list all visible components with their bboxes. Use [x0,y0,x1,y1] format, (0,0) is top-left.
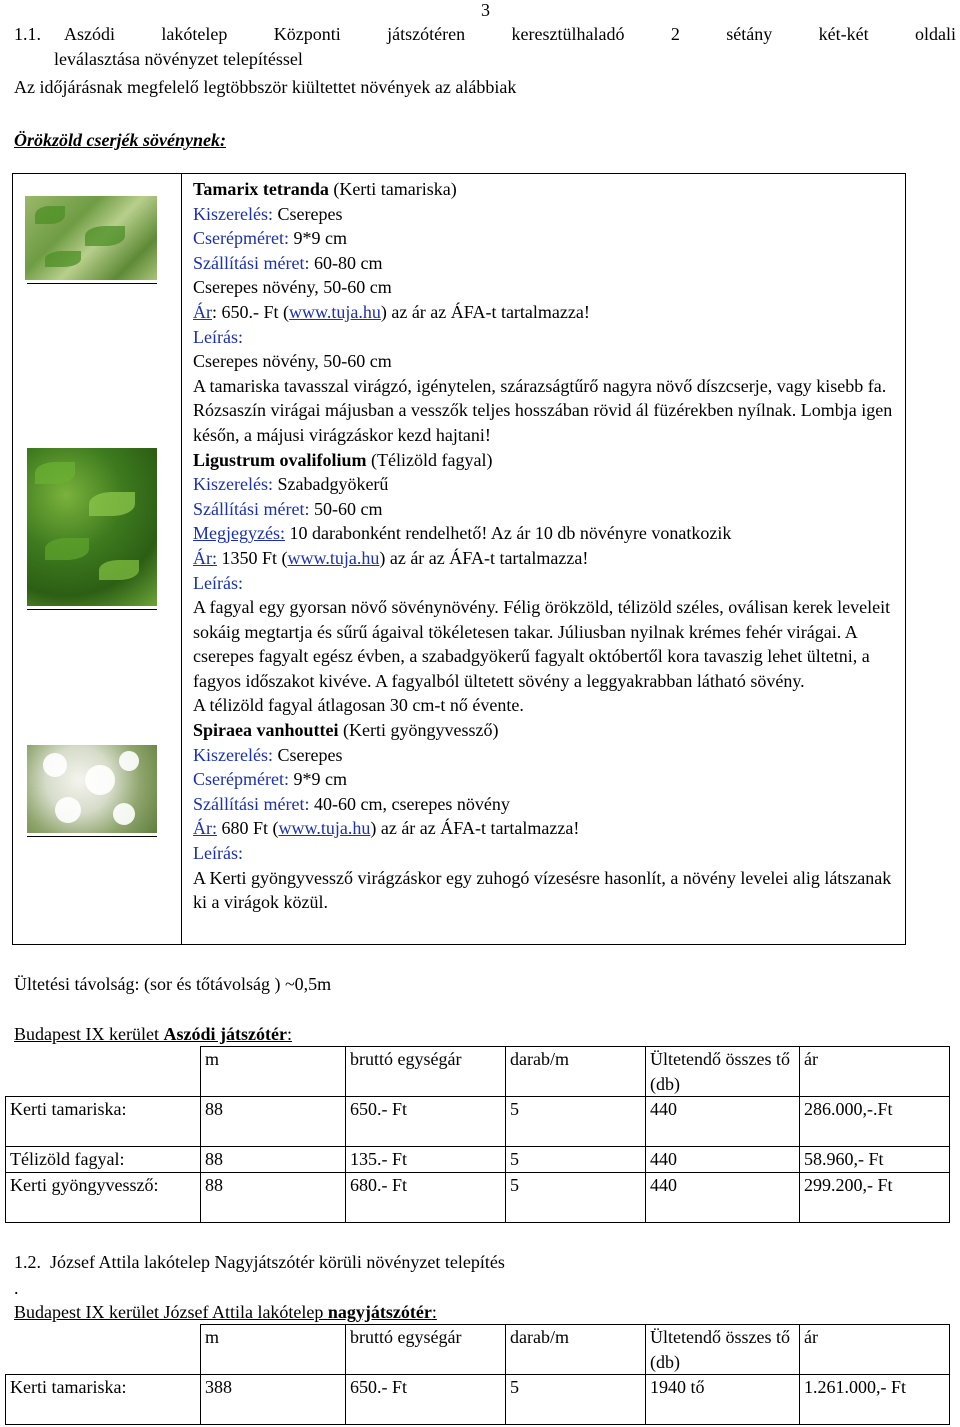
price-table-1 [5,1046,950,1223]
spiraea-photo [27,745,157,833]
location-heading-2: Budapest IX kerület József Attila lakótelep nagyjátszótér: [14,1302,437,1322]
price-table-2 [5,1324,950,1425]
table-header-row: m bruttó egységár darab/m Ültetendő összes tő (db) ár [6,1325,950,1375]
location-heading-1: Budapest IX kerület Aszódi játszótér: [14,1024,292,1044]
table-row: Kerti gyöngyvessző: 88 680.- Ft 5 440 299.200,- Ft [6,1173,950,1223]
description-text: A Kerti gyöngyvessző virágzáskor egy zuhogó vízesésre hasonlít, a növény levelei alig látszanak ki a virágok közül. [193,867,892,913]
tuja-link[interactable]: www.tuja.hu [278,818,371,839]
plant-name-line: Tamarix tetranda (Kerti tamariska) [193,179,457,199]
ligustrum-photo [27,448,157,606]
description-text: A fagyal egy gyorsan növő sövénynövény. Félig örökzöld, télizöld széles, oválisan kerek leveleit sokáig megtartja és sűrű ágaival tökéletesen takar. Júliusban nyilnak krémes fehér virágai. A cserepes fagyalt egész évben, a szabadgyökerű fagyalt októbertől kora tavaszig lehet ültetni, a fagyos időszakot kivéve. A fagyalból ültetett sövény a leggyakrabban látható sövény. [193,597,891,691]
table-header-row: m bruttó egységár darab/m Ültetendő összes tő (db) ár [6,1047,950,1097]
subheading: Örökzöld cserjék sövénynek: [14,130,226,150]
planting-spacing: Ültetési távolság: (sor és tőtávolság ) ~0,5m [14,974,332,994]
description-label: Leírás: [193,843,243,864]
plant-descriptions: Tamarix tetranda (Kerti tamariska) Kiszerelés: Cserepes Cserépméret: 9*9 cm Szállítási méret: 60-80 cm Cserepes növény, 50-60 cm Ár: 650.- Ft (www.tuja.hu) az ár az ÁFA-t tartalmazza! Leírás: Cserepes növény, 50-60 cm A tamariska tavasszal virágzó, igénytelen, szárazságtűrő nagyra növő díszcserje, vagy kisebb fa. Rózsaszín virágai májusban a vesszők teljes hosszában rövid ál füzérekben nyílnak. Lombja igen későn, a májusi virágzáskor kezd hajtani! Ligustrum ovalifolium (Télizöld fagyal) Kiszerelés: Szabadgyökerű Szállítási méret: 50-60 cm Megjegyzés: 10 darabonként rendelhető! Az ár 10 db növényre vonatkozik Ár: 1350 Ft (www.tuja.hu) az ár az ÁFA-t tartalmazza! Leírás: A fagyal egy gyorsan növő sövénynövény. Félig örökzöld, télizöld széles, oválisan kerek leveleit sokáig megtartja és sűrű ágaival tökéletesen takar. Júliusban nyilnak krémes fehér virágai. A cserepes fagyalt egész évben, a szabadgyökerű fagyalt októbertől kora tavaszig lehet ültetni, a fagyos időszakot kivéve. A fagyalból ültetett sövény a leggyakrabban látható sövény. A télizöld fagyal átlagosan 30 cm-t nő évente. Spiraea vanhouttei (Kerti gyöngyvessző) Kiszerelés: Cserepes Cserépméret: 9*9 cm Szállítási méret: 40-60 cm, cserepes növény Ár: 680 Ft (www.tuja.hu) az ár az ÁFA-t tartalmazza! Leírás: A Kerti gyöngyvessző virágzáskor egy zuhogó vízesésre hasonlít, a növény levelei alig látszanak ki a virágok közül. [193,177,903,915]
plant-name-line: Ligustrum ovalifolium (Télizöld fagyal) [193,449,493,470]
section-heading-2: 1.2. József Attila lakótelep Nagyjátszótér körüli növényzet telepítés [14,1252,505,1272]
table-row: Télizöld fagyal: 88 135.- Ft 5 440 58.960,- Ft [6,1147,950,1173]
section-title [14,22,956,71]
description-text: A tamariska tavasszal virágzó, igénytelen, szárazságtűrő nagyra növő díszcserje, vagy kisebb fa. Rózsaszín virágai májusban a vesszők teljes hosszában rövid ál füzérekben nyílnak. Lombja igen későn, a májusi virágzáskor kezd hajtani! [193,375,893,445]
tamarix-photo [25,196,157,280]
stray-dot: . [14,1278,19,1298]
price-line: Ár: 1350 Ft (www.tuja.hu) az ár az ÁFA-t tartalmazza! [193,547,589,568]
table-row: Kerti tamariska: 88 650.- Ft 5 440 286.000,-.Ft [6,1097,950,1147]
tuja-link[interactable]: www.tuja.hu [289,301,381,322]
price-line: Ár: 680 Ft (www.tuja.hu) az ár az ÁFA-t tartalmazza! [193,818,580,839]
description-label: Leírás: [193,326,243,347]
page-number: 3 [481,0,490,20]
photo-caption-line [27,609,157,610]
description-label: Leírás: [193,572,243,593]
section-title-line1: Aszódi lakótelep Központi játszótéren keresztülhaladó 2 sétány két-két oldali [64,24,956,44]
tuja-link[interactable]: www.tuja.hu [287,547,380,568]
section-number: 1.1. [14,24,41,44]
section-title-line2: leválasztása növényzet telepítéssel [54,48,303,69]
price-line: Ár: 650.- Ft (www.tuja.hu) az ár az ÁFA-t tartalmazza! [193,301,590,322]
column-divider [181,174,182,944]
photo-caption-line [27,836,157,837]
plants-table [12,173,906,945]
table-row: Kerti tamariska: 388 650.- Ft 5 1940 tő 1.261.000,- Ft [6,1375,950,1425]
photo-caption-line [27,283,157,284]
intro-text: Az időjárásnak megfelelő legtöbbször kiültettet növények az alábbiak [14,77,517,97]
plant-name-line: Spiraea vanhouttei (Kerti gyöngyvessző) [193,720,499,741]
